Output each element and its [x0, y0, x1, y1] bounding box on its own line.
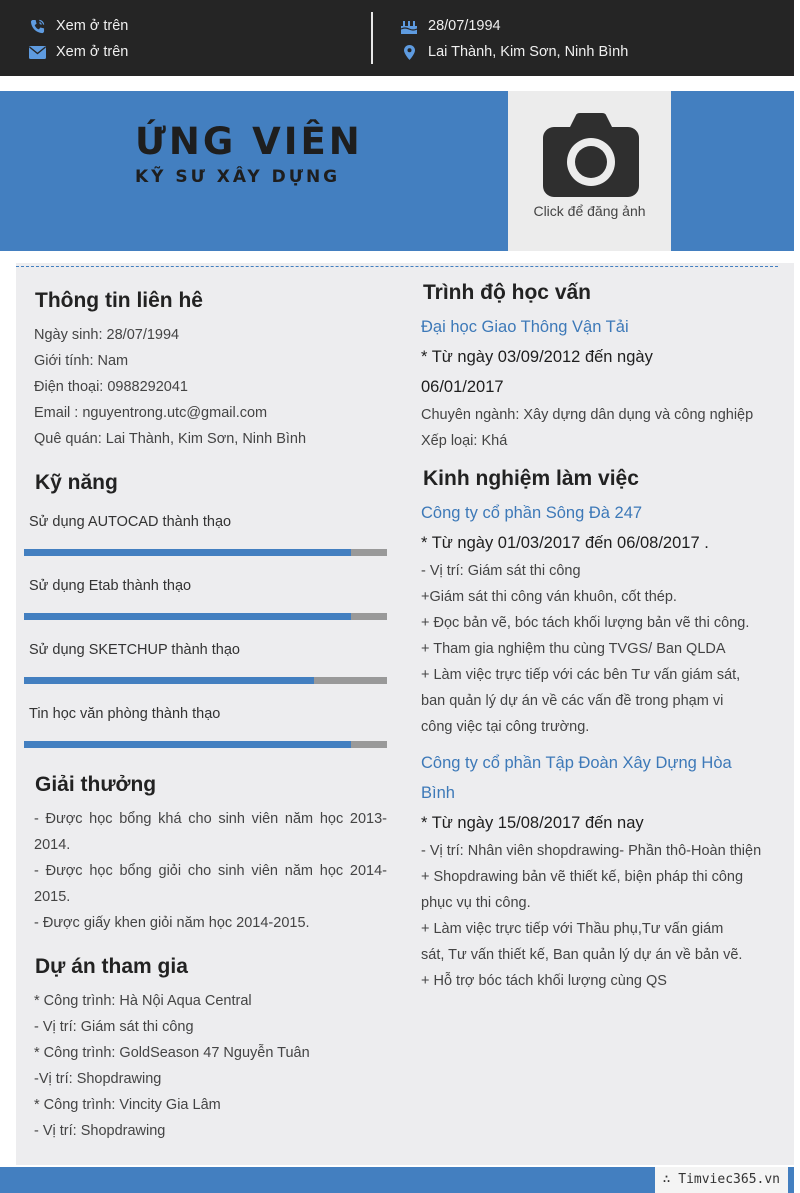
- top-email-text: Xem ở trên: [56, 44, 129, 60]
- job2-line: phục vụ thi công.: [421, 895, 531, 911]
- skill-label: Sử dụng AUTOCAD thành thạo: [29, 514, 232, 530]
- skill-label: Tin học văn phòng thành thạo: [29, 706, 221, 722]
- top-birthday-text: 28/07/1994: [428, 18, 501, 34]
- top-email-row: [28, 39, 418, 65]
- skill-bar-fill: [24, 613, 351, 620]
- footer-bar: [0, 1167, 794, 1193]
- top-contact-bar: [0, 0, 794, 76]
- contact-phone: Điện thoại: 0988292041: [34, 379, 188, 395]
- map-pin-icon: [400, 45, 418, 60]
- candidate-name: ỨNG VIÊN: [135, 120, 363, 163]
- candidate-role: KỸ SƯ XÂY DỰNG: [135, 167, 341, 187]
- job1-company: Công ty cổ phần Sông Đà 247: [421, 504, 643, 522]
- resume-body: [16, 263, 794, 1165]
- phone-icon: [28, 19, 46, 34]
- award-item: - Được học bổng khá cho sinh viên năm học 2013-2014.: [34, 811, 387, 853]
- job1-period: * Từ ngày 01/03/2017 đến 06/08/2017 .: [421, 534, 709, 552]
- project-line: * Công trình: GoldSeason 47 Nguyễn Tuân: [34, 1045, 310, 1061]
- job2-line: - Vị trí: Nhân viên shopdrawing- Phần thô-Hoàn thiện: [421, 843, 762, 859]
- skill-label: Sử dụng Etab thành thạo: [29, 578, 192, 594]
- top-address-row: [400, 39, 770, 65]
- top-address-text: Lai Thành, Kim Sơn, Ninh Bình: [428, 44, 629, 60]
- brand-link[interactable]: [655, 1167, 788, 1193]
- top-contact-right: [400, 13, 770, 65]
- skill-bar-fill: [24, 741, 351, 748]
- job2-line: + Làm việc trực tiếp với Thầu phụ,Tư vấn giám: [421, 921, 724, 937]
- education-school: Đại học Giao Thông Vận Tải: [421, 318, 629, 336]
- project-line: * Công trình: Hà Nội Aqua Central: [34, 993, 252, 1009]
- job1-line: ban quản lý dự án về các vấn đề trong phạm vi: [421, 693, 724, 709]
- photo-caption: Click để đăng ảnh: [533, 203, 646, 219]
- job2-period: * Từ ngày 15/08/2017 đến nay: [421, 814, 644, 832]
- job2-company-cont: Bình: [421, 784, 455, 802]
- project-line: * Công trình: Vincity Gia Lâm: [34, 1097, 221, 1113]
- project-line: -Vị trí: Shopdrawing: [34, 1071, 162, 1087]
- job2-line: + Shopdrawing bản vẽ thiết kế, biện pháp thi công: [421, 869, 744, 885]
- contact-gender: Giới tính: Nam: [34, 353, 129, 369]
- skill-bar-fill: [24, 549, 351, 556]
- skill-label: Sử dụng SKETCHUP thành thạo: [29, 642, 240, 658]
- header-banner: [0, 91, 794, 251]
- skill-bar-fill: [24, 677, 314, 684]
- skill-bar: [24, 741, 387, 748]
- job2-line: + Hỗ trợ bóc tách khối lượng cùng QS: [421, 973, 667, 989]
- skills-title: Kỹ năng: [35, 471, 118, 494]
- job1-line: công việc tại công trường.: [421, 719, 590, 735]
- education-title: Trình độ học vấn: [423, 281, 592, 304]
- job1-line: + Làm việc trực tiếp với các bên Tư vấn giám sát,: [421, 667, 741, 683]
- education-major: Chuyên ngành: Xây dựng dân dụng và công nghiệp: [421, 407, 754, 423]
- awards-title: Giải thưởng: [35, 773, 157, 796]
- skill-bar: [24, 549, 387, 556]
- top-phone-text: Xem ở trên: [56, 18, 129, 34]
- education-grade: Xếp loại: Khá: [421, 433, 508, 449]
- photo-upload[interactable]: [508, 91, 671, 251]
- experience-title: Kinh nghiệm làm việc: [423, 467, 639, 490]
- contact-hometown: Quê quán: Lai Thành, Kim Sơn, Ninh Bình: [34, 431, 307, 447]
- job2-company: Công ty cổ phần Tập Đoàn Xây Dựng Hòa: [421, 754, 732, 772]
- job1-line: - Vị trí: Giám sát thi công: [421, 563, 581, 579]
- project-line: - Vị trí: Shopdrawing: [34, 1123, 166, 1139]
- top-divider: [371, 12, 373, 64]
- job1-line: +Giám sát thi công ván khuôn, cốt thép.: [421, 589, 677, 605]
- contact-title: Thông tin liên hê: [35, 289, 203, 312]
- envelope-icon: [28, 46, 46, 59]
- top-birthday-row: [400, 13, 770, 39]
- camera-icon: [543, 113, 639, 197]
- top-contact-left: [28, 13, 418, 65]
- project-line: - Vị trí: Giám sát thi công: [34, 1019, 194, 1035]
- award-item: - Được giấy khen giỏi năm học 2014-2015.: [34, 915, 310, 931]
- award-item: - Được học bổng giỏi cho sinh viên năm học 2014-2015.: [34, 863, 387, 905]
- brand-text: Timviec365.vn: [678, 1172, 780, 1187]
- skill-bar: [24, 677, 387, 684]
- job2-line: sát, Tư vấn thiết kế, Ban quản lý dự án về bản vẽ.: [421, 947, 743, 963]
- skill-bar: [24, 613, 387, 620]
- contact-email: Email : nguyentrong.utc@gmail.com: [34, 405, 268, 421]
- education-period-end: 06/01/2017: [421, 378, 504, 396]
- education-period: * Từ ngày 03/09/2012 đến ngày: [421, 348, 653, 366]
- job1-line: + Tham gia nghiệm thu cùng TVGS/ Ban QLDA: [421, 641, 726, 657]
- brand-dots-icon: ∴: [662, 1172, 679, 1187]
- calendar-icon: [400, 19, 418, 34]
- top-phone-row: [28, 13, 418, 39]
- contact-birth: Ngày sinh: 28/07/1994: [34, 327, 180, 343]
- dashed-divider: [16, 266, 778, 267]
- job1-line: + Đọc bản vẽ, bóc tách khối lượng bản vẽ thi công.: [421, 615, 750, 631]
- projects-title: Dự án tham gia: [35, 955, 188, 978]
